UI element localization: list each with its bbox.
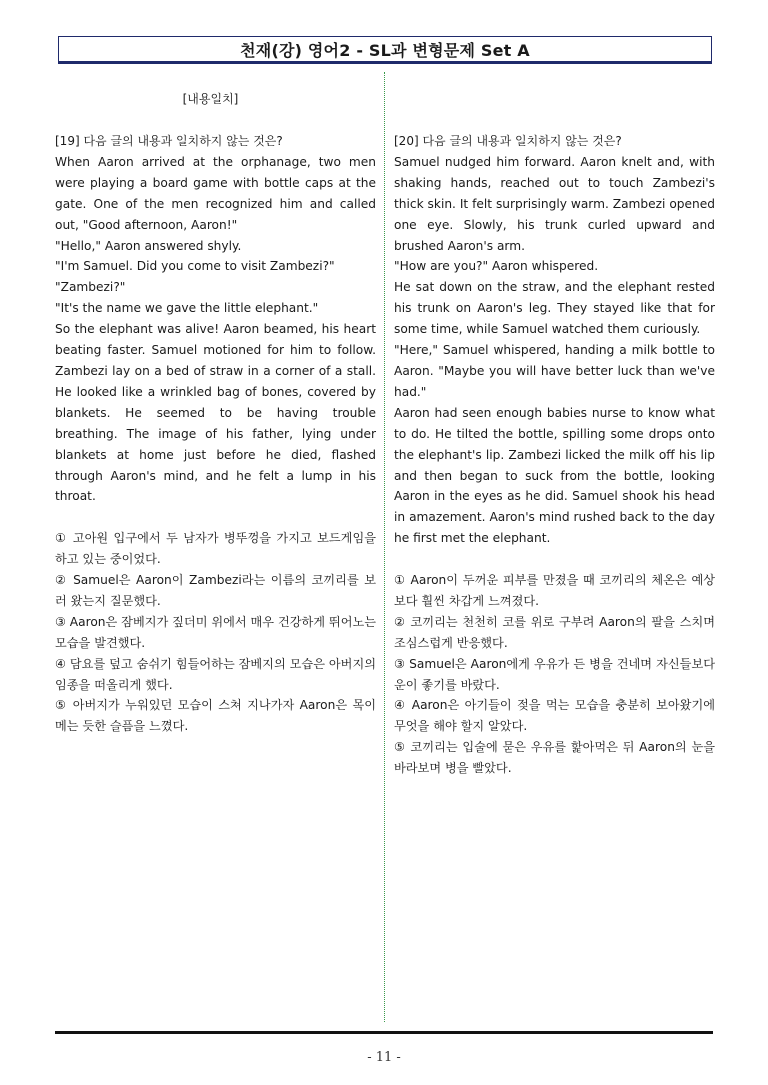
- answer-choice-1: ① 고아원 입구에서 두 남자가 병뚜껑을 가지고 보드게임을 하고 있는 중이었다.: [55, 531, 376, 567]
- page-number: - 11 -: [367, 1050, 401, 1065]
- question-20-passage: [394, 152, 715, 549]
- answer-choice-5: ⑤ 코끼리는 입술에 묻은 우유를 핥아먹은 뒤 Aaron의 눈을 바라보며 병을 빨았다.: [394, 740, 715, 776]
- passage-paragraph: When Aaron arrived at the orphanage, two men were playing a board game with bottle caps at the gate. One of the men recognized him and called out, "Good afternoon, Aaron!": [55, 154, 376, 232]
- page-header: [58, 36, 712, 64]
- section-label: [내용일치]: [182, 92, 239, 106]
- passage-paragraph: He sat down on the straw, and the elephant rested his trunk on Aaron's leg. They stayed like that for some time, while Samuel watched them curiously.: [394, 280, 715, 337]
- passage-paragraph: "It's the name we gave the little elephant.": [55, 301, 319, 316]
- left-column: [55, 88, 376, 737]
- passage-paragraph: "Zambezi?": [55, 280, 126, 295]
- question-19-choices: [55, 528, 376, 737]
- passage-paragraph: "How are you?" Aaron whispered.: [394, 259, 599, 274]
- question-20-choices: [394, 570, 715, 779]
- right-column: [394, 88, 715, 779]
- answer-choice-3: ③ Samuel은 Aaron에게 우유가 든 병을 건네며 자신들보다 운이 좋기를 바랐다.: [394, 656, 715, 692]
- passage-paragraph: "Here," Samuel whispered, handing a milk bottle to Aaron. "Maybe you will have better luck than we've had.": [394, 343, 715, 399]
- answer-choice-3: ③ Aaron은 잠베지가 짚더미 위에서 매우 건강하게 뛰어노는 모습을 발견했다.: [55, 614, 377, 650]
- question-19-title: [19] 다음 글의 내용과 일치하지 않는 것은?: [55, 134, 283, 148]
- answer-choice-5: ⑤ 아버지가 누워있던 모습이 스쳐 지나가자 Aaron은 목이 메는 듯한 슬픔을 느꼈다.: [55, 698, 376, 734]
- passage-paragraph: Aaron had seen enough babies nurse to know what to do. He tilted the bottle, spilling some drops onto the elephant's lip. Zambezi licked the milk off his lip and then began to suck from the bottle, looking Aaron in the eyes as he did. Samuel shook his head in amazement. Aaron's mind rushed back to the day he first met the elephant.: [394, 405, 715, 546]
- question-19-passage: [55, 152, 376, 507]
- question-20-title: [20] 다음 글의 내용과 일치하지 않는 것은?: [394, 134, 622, 148]
- answer-choice-4: ④ Aaron은 아기들이 젖을 먹는 모습을 충분히 보아왔기에 무엇을 해야 할지 알았다.: [394, 698, 715, 734]
- column-divider: [384, 72, 385, 1022]
- passage-paragraph: "Hello," Aaron answered shyly.: [55, 238, 242, 253]
- footer-rule: [55, 1031, 713, 1034]
- passage-paragraph: So the elephant was alive! Aaron beamed, his heart beating faster. Samuel motioned for him to follow. Zambezi lay on a bed of straw in a corner of a stall. He looked like a wrinkled bag of bones, covered by blankets. He seemed to be having trouble breathing. The image of his father, lying under blankets at home just before he died, flashed through Aaron's mind, and he felt a lump in his throat.: [55, 322, 376, 504]
- passage-paragraph: "I'm Samuel. Did you come to visit Zambezi?": [55, 259, 335, 274]
- header-title: 천재(강) 영어2 - SL과 변형문제 Set A: [240, 40, 530, 60]
- answer-choice-1: ① Aaron이 두꺼운 피부를 만졌을 때 코끼리의 체온은 예상보다 훨씬 차갑게 느껴졌다.: [394, 573, 715, 608]
- passage-paragraph: Samuel nudged him forward. Aaron knelt and, with shaking hands, reached out to touch Zambezi's thick skin. It felt surprisingly warm. Zambezi opened one eye. Slowly, his trunk curled upward and brushed Aaron's arm.: [394, 154, 715, 253]
- answer-choice-2: ② 코끼리는 천천히 코를 위로 구부려 Aaron의 팔을 스치며 조심스럽게 반응했다.: [394, 614, 715, 650]
- answer-choice-4: ④ 담요를 덮고 숨쉬기 힘들어하는 잠베지의 모습은 아버지의 임종을 떠올리게 했다.: [55, 656, 376, 692]
- answer-choice-2: ② Samuel은 Aaron이 Zambezi라는 이름의 코끼리를 보러 왔는지 질문했다.: [55, 573, 376, 608]
